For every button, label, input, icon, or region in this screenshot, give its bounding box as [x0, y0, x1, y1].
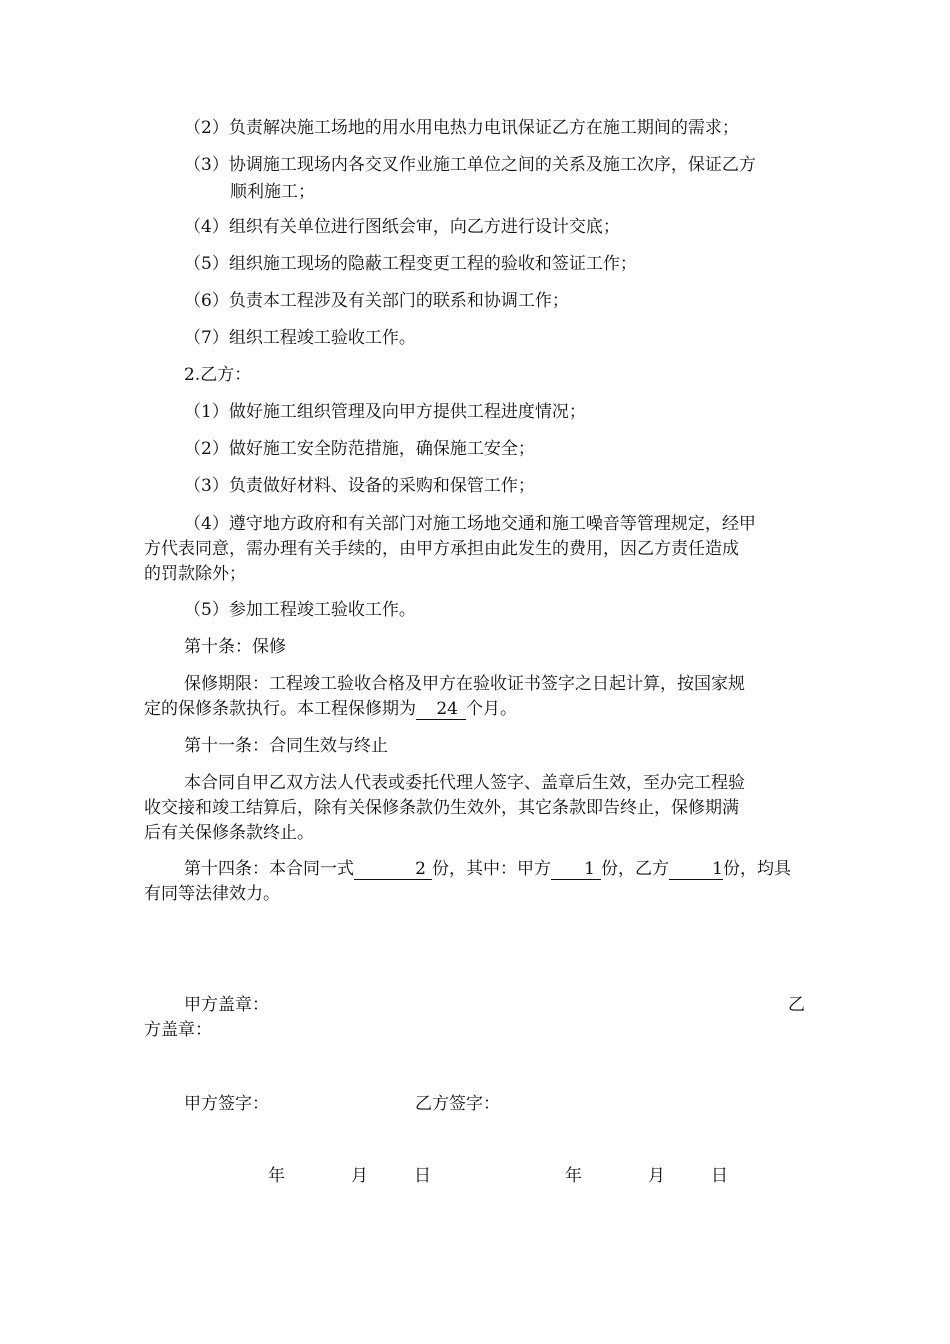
party-a-date-day: 日: [414, 1166, 431, 1186]
article-10-line-2: [144, 697, 517, 721]
party-a-item-2: （2）负责解决施工场地的用水用电热力电讯保证乙方在施工期间的需求；: [184, 118, 739, 138]
party-b-seal-label-start: 乙: [788, 995, 805, 1015]
article-14-line-1: [184, 857, 791, 881]
warranty-months-value: 24: [416, 699, 466, 720]
party-a-item-4: （4）组织有关单位进行图纸会审，向乙方进行设计交底；: [184, 217, 620, 237]
article-10-title: 第十条：保修: [184, 637, 286, 657]
party-b-item-5: （5）参加工程竣工验收工作。: [184, 600, 416, 620]
article-11-line-2: 收交接和竣工结算后，除有关保修条款仍生效外，其它条款即告终止，保修期满: [144, 798, 739, 818]
party-a-date-year: 年: [268, 1166, 285, 1186]
party-a-item-3: （3）协调施工现场内各交叉作业施工单位之间的关系及施工次序，保证乙方: [184, 155, 756, 175]
party-b-signature-label: 乙方签字：: [415, 1094, 500, 1114]
article-10-line-2-text: 定的保修条款执行。本工程保修期为: [144, 699, 416, 719]
party-b-heading: 2.乙方：: [184, 365, 252, 385]
article-10-line-1: 保修期限：工程竣工验收合格及甲方在验收证书签字之日起计算，按国家规: [184, 674, 745, 694]
copies-party-a-value: 1: [551, 859, 601, 880]
article-11-line-3: 后有关保修条款终止。: [144, 823, 314, 843]
party-b-item-3: （3）负责做好材料、设备的采购和保管工作；: [184, 476, 535, 496]
party-b-date-day: 日: [711, 1166, 728, 1186]
party-a-item-6: （6）负责本工程涉及有关部门的联系和协调工作；: [184, 291, 569, 311]
party-b-item-4-line-2: 方代表同意，需办理有关手续的，由甲方承担由此发生的费用，因乙方责任造成: [144, 539, 739, 559]
party-b-item-1: （1）做好施工组织管理及向甲方提供工程进度情况；: [184, 402, 586, 422]
copies-total-value: 2: [354, 859, 432, 880]
article-14-text-1: 第十四条：本合同一式: [184, 859, 354, 879]
article-10-line-2-tail: 个月。: [466, 699, 517, 719]
article-14-text-4: 份，均具: [723, 859, 791, 879]
party-a-item-3-cont: 顺利施工；: [230, 182, 315, 202]
party-a-seal-label: 甲方盖章：: [184, 995, 269, 1015]
party-b-date-year: 年: [565, 1166, 582, 1186]
party-b-item-4-line-3: 的罚款除外；: [144, 564, 246, 584]
article-14-line-2: 有同等法律效力。: [144, 884, 280, 904]
party-a-item-5: （5）组织施工现场的隐蔽工程变更工程的验收和签证工作；: [184, 254, 637, 274]
party-b-item-2: （2）做好施工安全防范措施，确保施工安全；: [184, 439, 535, 459]
copies-party-b-value: 1: [669, 859, 723, 880]
party-b-item-4-line-1: （4）遵守地方政府和有关部门对施工场地交通和施工噪音等管理规定，经甲: [184, 514, 756, 534]
article-11-title: 第十一条：合同生效与终止: [184, 736, 388, 756]
article-14-text-3: 份，乙方: [601, 859, 669, 879]
party-b-seal-label-end: 方盖章：: [144, 1020, 212, 1040]
article-14-text-2: 份，其中：甲方: [432, 859, 551, 879]
party-a-signature-label: 甲方签字：: [184, 1094, 269, 1114]
article-11-line-1: 本合同自甲乙双方法人代表或委托代理人签字、盖章后生效，至办完工程验: [184, 773, 745, 793]
party-b-date-month: 月: [648, 1166, 665, 1186]
party-a-item-7: （7）组织工程竣工验收工作。: [184, 328, 416, 348]
party-a-date-month: 月: [351, 1166, 368, 1186]
